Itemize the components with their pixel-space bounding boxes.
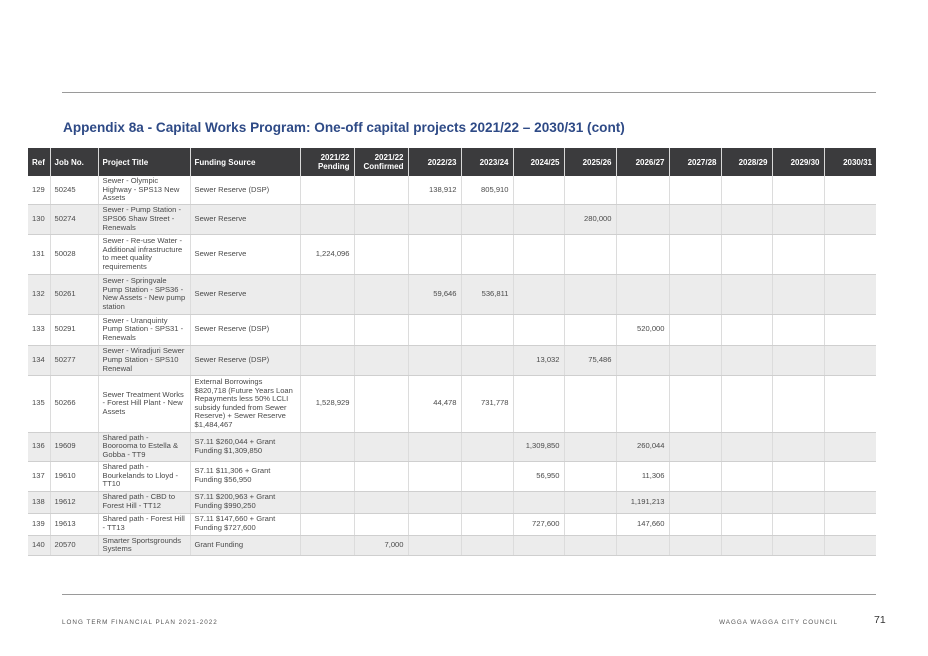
page-number: 71 [874, 614, 886, 626]
cell-2025-26 [564, 375, 616, 432]
cell-2023-24 [461, 535, 513, 555]
header-2030-31: 2030/31 [824, 148, 876, 176]
header-2023-24: 2023/24 [461, 148, 513, 176]
cell-2021-22-pending [300, 176, 354, 204]
cell-job-no: 50266 [50, 375, 98, 432]
header-job-no: Job No. [50, 148, 98, 176]
cell-ref: 136 [28, 432, 50, 461]
cell-project-title: Shared path - Bourkelands to Lloyd - TT10 [98, 461, 190, 491]
cell-2021-22-confirmed [354, 513, 408, 535]
cell-job-no: 50274 [50, 204, 98, 234]
cell-2029-30 [772, 204, 824, 234]
cell-2021-22-confirmed [354, 314, 408, 345]
cell-2023-24 [461, 491, 513, 513]
capital-works-table [28, 148, 876, 556]
header-project-title: Project Title [98, 148, 190, 176]
cell-2023-24 [461, 204, 513, 234]
footer-document-title: LONG TERM FINANCIAL PLAN 2021-2022 [62, 619, 218, 626]
cell-2022-23 [408, 461, 461, 491]
table-row [28, 234, 876, 274]
cell-job-no: 50245 [50, 176, 98, 204]
cell-2027-28 [669, 513, 721, 535]
cell-2028-29 [721, 234, 772, 274]
cell-2030-31 [824, 375, 876, 432]
cell-project-title: Sewer - Pump Station - SPS06 Shaw Street - Renewals [98, 204, 190, 234]
cell-2021-22-pending [300, 432, 354, 461]
cell-project-title: Shared path - Boorooma to Estella & Gobba - TT9 [98, 432, 190, 461]
header-ref: Ref [28, 148, 50, 176]
cell-2025-26 [564, 314, 616, 345]
cell-2029-30 [772, 432, 824, 461]
cell-2029-30 [772, 375, 824, 432]
cell-ref: 133 [28, 314, 50, 345]
header-2025-26: 2025/26 [564, 148, 616, 176]
header-2021-22-confirmed [354, 148, 408, 176]
cell-funding-source: Sewer Reserve [190, 234, 300, 274]
cell-2027-28 [669, 204, 721, 234]
cell-2029-30 [772, 513, 824, 535]
cell-2022-23 [408, 204, 461, 234]
cell-2026-27 [616, 345, 669, 375]
cell-2021-22-pending [300, 491, 354, 513]
cell-2029-30 [772, 176, 824, 204]
cell-2021-22-pending [300, 535, 354, 555]
cell-funding-source: S7.11 $200,963 + Grant Funding $990,250 [190, 491, 300, 513]
cell-2025-26 [564, 461, 616, 491]
cell-2021-22-pending [300, 204, 354, 234]
cell-2026-27: 147,660 [616, 513, 669, 535]
cell-2028-29 [721, 176, 772, 204]
table-row [28, 432, 876, 461]
cell-2021-22-pending [300, 513, 354, 535]
cell-project-title: Shared path - CBD to Forest Hill - TT12 [98, 491, 190, 513]
cell-2028-29 [721, 375, 772, 432]
cell-2026-27 [616, 535, 669, 555]
cell-2026-27: 11,306 [616, 461, 669, 491]
cell-2024-25: 13,032 [513, 345, 564, 375]
cell-2021-22-pending [300, 461, 354, 491]
cell-2026-27: 1,191,213 [616, 491, 669, 513]
cell-2028-29 [721, 535, 772, 555]
cell-2021-22-confirmed [354, 274, 408, 314]
cell-2027-28 [669, 274, 721, 314]
header-2022-23: 2022/23 [408, 148, 461, 176]
cell-2029-30 [772, 491, 824, 513]
cell-2030-31 [824, 461, 876, 491]
cell-project-title: Sewer - Re-use Water - Additional infrastructure to meet quality requirements [98, 234, 190, 274]
cell-2021-22-confirmed [354, 176, 408, 204]
cell-2029-30 [772, 274, 824, 314]
cell-2030-31 [824, 314, 876, 345]
table-row [28, 176, 876, 204]
bottom-divider [62, 594, 876, 595]
cell-funding-source: S7.11 $11,306 + Grant Funding $56,950 [190, 461, 300, 491]
cell-2022-23 [408, 513, 461, 535]
cell-2025-26 [564, 176, 616, 204]
cell-2022-23 [408, 432, 461, 461]
cell-ref: 138 [28, 491, 50, 513]
cell-2027-28 [669, 432, 721, 461]
cell-2022-23: 44,478 [408, 375, 461, 432]
cell-2028-29 [721, 274, 772, 314]
cell-2025-26 [564, 274, 616, 314]
cell-2024-25 [513, 234, 564, 274]
table-row [28, 535, 876, 555]
top-divider [62, 92, 876, 93]
table-row [28, 345, 876, 375]
cell-2028-29 [721, 432, 772, 461]
cell-2025-26 [564, 535, 616, 555]
cell-2021-22-pending [300, 314, 354, 345]
cell-2029-30 [772, 345, 824, 375]
cell-2030-31 [824, 345, 876, 375]
cell-2023-24: 805,910 [461, 176, 513, 204]
cell-2025-26: 75,486 [564, 345, 616, 375]
cell-2029-30 [772, 314, 824, 345]
cell-2026-27 [616, 204, 669, 234]
cell-2021-22-confirmed [354, 345, 408, 375]
cell-2030-31 [824, 176, 876, 204]
cell-2026-27 [616, 274, 669, 314]
cell-project-title: Smarter Sportsgrounds Systems [98, 535, 190, 555]
header-pending-year: 2021/22 [320, 153, 350, 162]
table-header-row [28, 148, 876, 176]
cell-2024-25: 56,950 [513, 461, 564, 491]
cell-2026-27 [616, 234, 669, 274]
cell-2025-26 [564, 234, 616, 274]
cell-project-title: Sewer Treatment Works - Forest Hill Plant - New Assets [98, 375, 190, 432]
cell-2029-30 [772, 234, 824, 274]
cell-2030-31 [824, 513, 876, 535]
cell-ref: 129 [28, 176, 50, 204]
cell-2028-29 [721, 314, 772, 345]
cell-2028-29 [721, 491, 772, 513]
cell-2024-25 [513, 176, 564, 204]
cell-2028-29 [721, 513, 772, 535]
table-row [28, 375, 876, 432]
cell-2022-23: 138,912 [408, 176, 461, 204]
cell-2024-25 [513, 491, 564, 513]
header-2028-29: 2028/29 [721, 148, 772, 176]
cell-2025-26 [564, 432, 616, 461]
cell-funding-source: Sewer Reserve [190, 204, 300, 234]
header-2026-27: 2026/27 [616, 148, 669, 176]
cell-funding-source: S7.11 $147,660 + Grant Funding $727,600 [190, 513, 300, 535]
header-confirmed-label: Confirmed [363, 162, 404, 171]
cell-funding-source: Sewer Reserve (DSP) [190, 314, 300, 345]
cell-job-no: 50028 [50, 234, 98, 274]
cell-2021-22-confirmed [354, 204, 408, 234]
cell-funding-source: Sewer Reserve (DSP) [190, 345, 300, 375]
cell-2030-31 [824, 274, 876, 314]
page-title: Appendix 8a - Capital Works Program: One-off capital projects 2021/22 – 2030/31 (cont) [63, 120, 625, 135]
cell-2025-26 [564, 513, 616, 535]
cell-2024-25: 727,600 [513, 513, 564, 535]
cell-funding-source: External Borrowings $820,718 (Future Years Loan Repayments less 50% LCLI subsidy funded from Sewer Reserve) + Sewer Reserve $1,484,467 [190, 375, 300, 432]
cell-2026-27 [616, 375, 669, 432]
cell-ref: 132 [28, 274, 50, 314]
cell-2021-22-confirmed [354, 234, 408, 274]
cell-2021-22-pending [300, 274, 354, 314]
cell-2021-22-confirmed [354, 461, 408, 491]
cell-2028-29 [721, 461, 772, 491]
header-pending-label: Pending [317, 162, 350, 171]
cell-2025-26 [564, 491, 616, 513]
cell-job-no: 19612 [50, 491, 98, 513]
cell-2030-31 [824, 204, 876, 234]
cell-project-title: Sewer - Springvale Pump Station - SPS36 - New Assets - New pump station [98, 274, 190, 314]
cell-2026-27: 260,044 [616, 432, 669, 461]
cell-2023-24: 731,778 [461, 375, 513, 432]
cell-ref: 135 [28, 375, 50, 432]
cell-2023-24 [461, 345, 513, 375]
cell-2022-23 [408, 234, 461, 274]
cell-ref: 134 [28, 345, 50, 375]
cell-2021-22-pending: 1,224,096 [300, 234, 354, 274]
header-2021-22-pending [300, 148, 354, 176]
cell-2028-29 [721, 204, 772, 234]
cell-2024-25 [513, 375, 564, 432]
cell-job-no: 19613 [50, 513, 98, 535]
cell-2021-22-confirmed [354, 491, 408, 513]
cell-ref: 131 [28, 234, 50, 274]
cell-ref: 139 [28, 513, 50, 535]
cell-job-no: 19609 [50, 432, 98, 461]
cell-2024-25 [513, 274, 564, 314]
cell-2030-31 [824, 234, 876, 274]
cell-2021-22-confirmed: 7,000 [354, 535, 408, 555]
cell-ref: 140 [28, 535, 50, 555]
header-funding-source: Funding Source [190, 148, 300, 176]
cell-2030-31 [824, 432, 876, 461]
cell-2024-25 [513, 314, 564, 345]
cell-funding-source: S7.11 $260,044 + Grant Funding $1,309,850 [190, 432, 300, 461]
cell-2027-28 [669, 375, 721, 432]
cell-project-title: Shared path - Forest Hill - TT13 [98, 513, 190, 535]
cell-2029-30 [772, 461, 824, 491]
cell-project-title: Sewer - Olympic Highway - SPS13 New Assets [98, 176, 190, 204]
cell-2023-24 [461, 234, 513, 274]
cell-2027-28 [669, 234, 721, 274]
cell-2023-24 [461, 461, 513, 491]
cell-2022-23 [408, 535, 461, 555]
table-row [28, 513, 876, 535]
cell-2022-23 [408, 345, 461, 375]
cell-ref: 130 [28, 204, 50, 234]
cell-2023-24 [461, 513, 513, 535]
cell-2027-28 [669, 535, 721, 555]
cell-funding-source: Sewer Reserve (DSP) [190, 176, 300, 204]
cell-2027-28 [669, 345, 721, 375]
cell-funding-source: Grant Funding [190, 535, 300, 555]
cell-job-no: 50291 [50, 314, 98, 345]
table-row [28, 491, 876, 513]
cell-2026-27 [616, 176, 669, 204]
cell-2026-27: 520,000 [616, 314, 669, 345]
cell-2027-28 [669, 491, 721, 513]
cell-2024-25: 1,309,850 [513, 432, 564, 461]
cell-2030-31 [824, 535, 876, 555]
cell-2030-31 [824, 491, 876, 513]
footer-council-name: WAGGA WAGGA CITY COUNCIL [719, 619, 838, 626]
cell-job-no: 19610 [50, 461, 98, 491]
cell-2021-22-pending [300, 345, 354, 375]
cell-2025-26: 280,000 [564, 204, 616, 234]
cell-2027-28 [669, 314, 721, 345]
cell-2028-29 [721, 345, 772, 375]
cell-2027-28 [669, 461, 721, 491]
cell-2022-23 [408, 491, 461, 513]
cell-2022-23: 59,646 [408, 274, 461, 314]
header-2024-25: 2024/25 [513, 148, 564, 176]
cell-2021-22-confirmed [354, 375, 408, 432]
cell-job-no: 50277 [50, 345, 98, 375]
table-row [28, 461, 876, 491]
table-row [28, 204, 876, 234]
table-row [28, 314, 876, 345]
cell-2024-25 [513, 204, 564, 234]
cell-2021-22-pending: 1,528,929 [300, 375, 354, 432]
cell-2023-24: 536,811 [461, 274, 513, 314]
table-row [28, 274, 876, 314]
cell-ref: 137 [28, 461, 50, 491]
header-confirmed-year: 2021/22 [374, 153, 404, 162]
cell-2023-24 [461, 432, 513, 461]
cell-project-title: Sewer - Uranquinty Pump Station - SPS31 - Renewals [98, 314, 190, 345]
cell-2021-22-confirmed [354, 432, 408, 461]
cell-job-no: 50261 [50, 274, 98, 314]
cell-2029-30 [772, 535, 824, 555]
cell-job-no: 20570 [50, 535, 98, 555]
cell-funding-source: Sewer Reserve [190, 274, 300, 314]
cell-2023-24 [461, 314, 513, 345]
header-2027-28: 2027/28 [669, 148, 721, 176]
cell-2027-28 [669, 176, 721, 204]
cell-2022-23 [408, 314, 461, 345]
header-2029-30: 2029/30 [772, 148, 824, 176]
cell-project-title: Sewer - Wiradjuri Sewer Pump Station - SPS10 Renewal [98, 345, 190, 375]
cell-2024-25 [513, 535, 564, 555]
